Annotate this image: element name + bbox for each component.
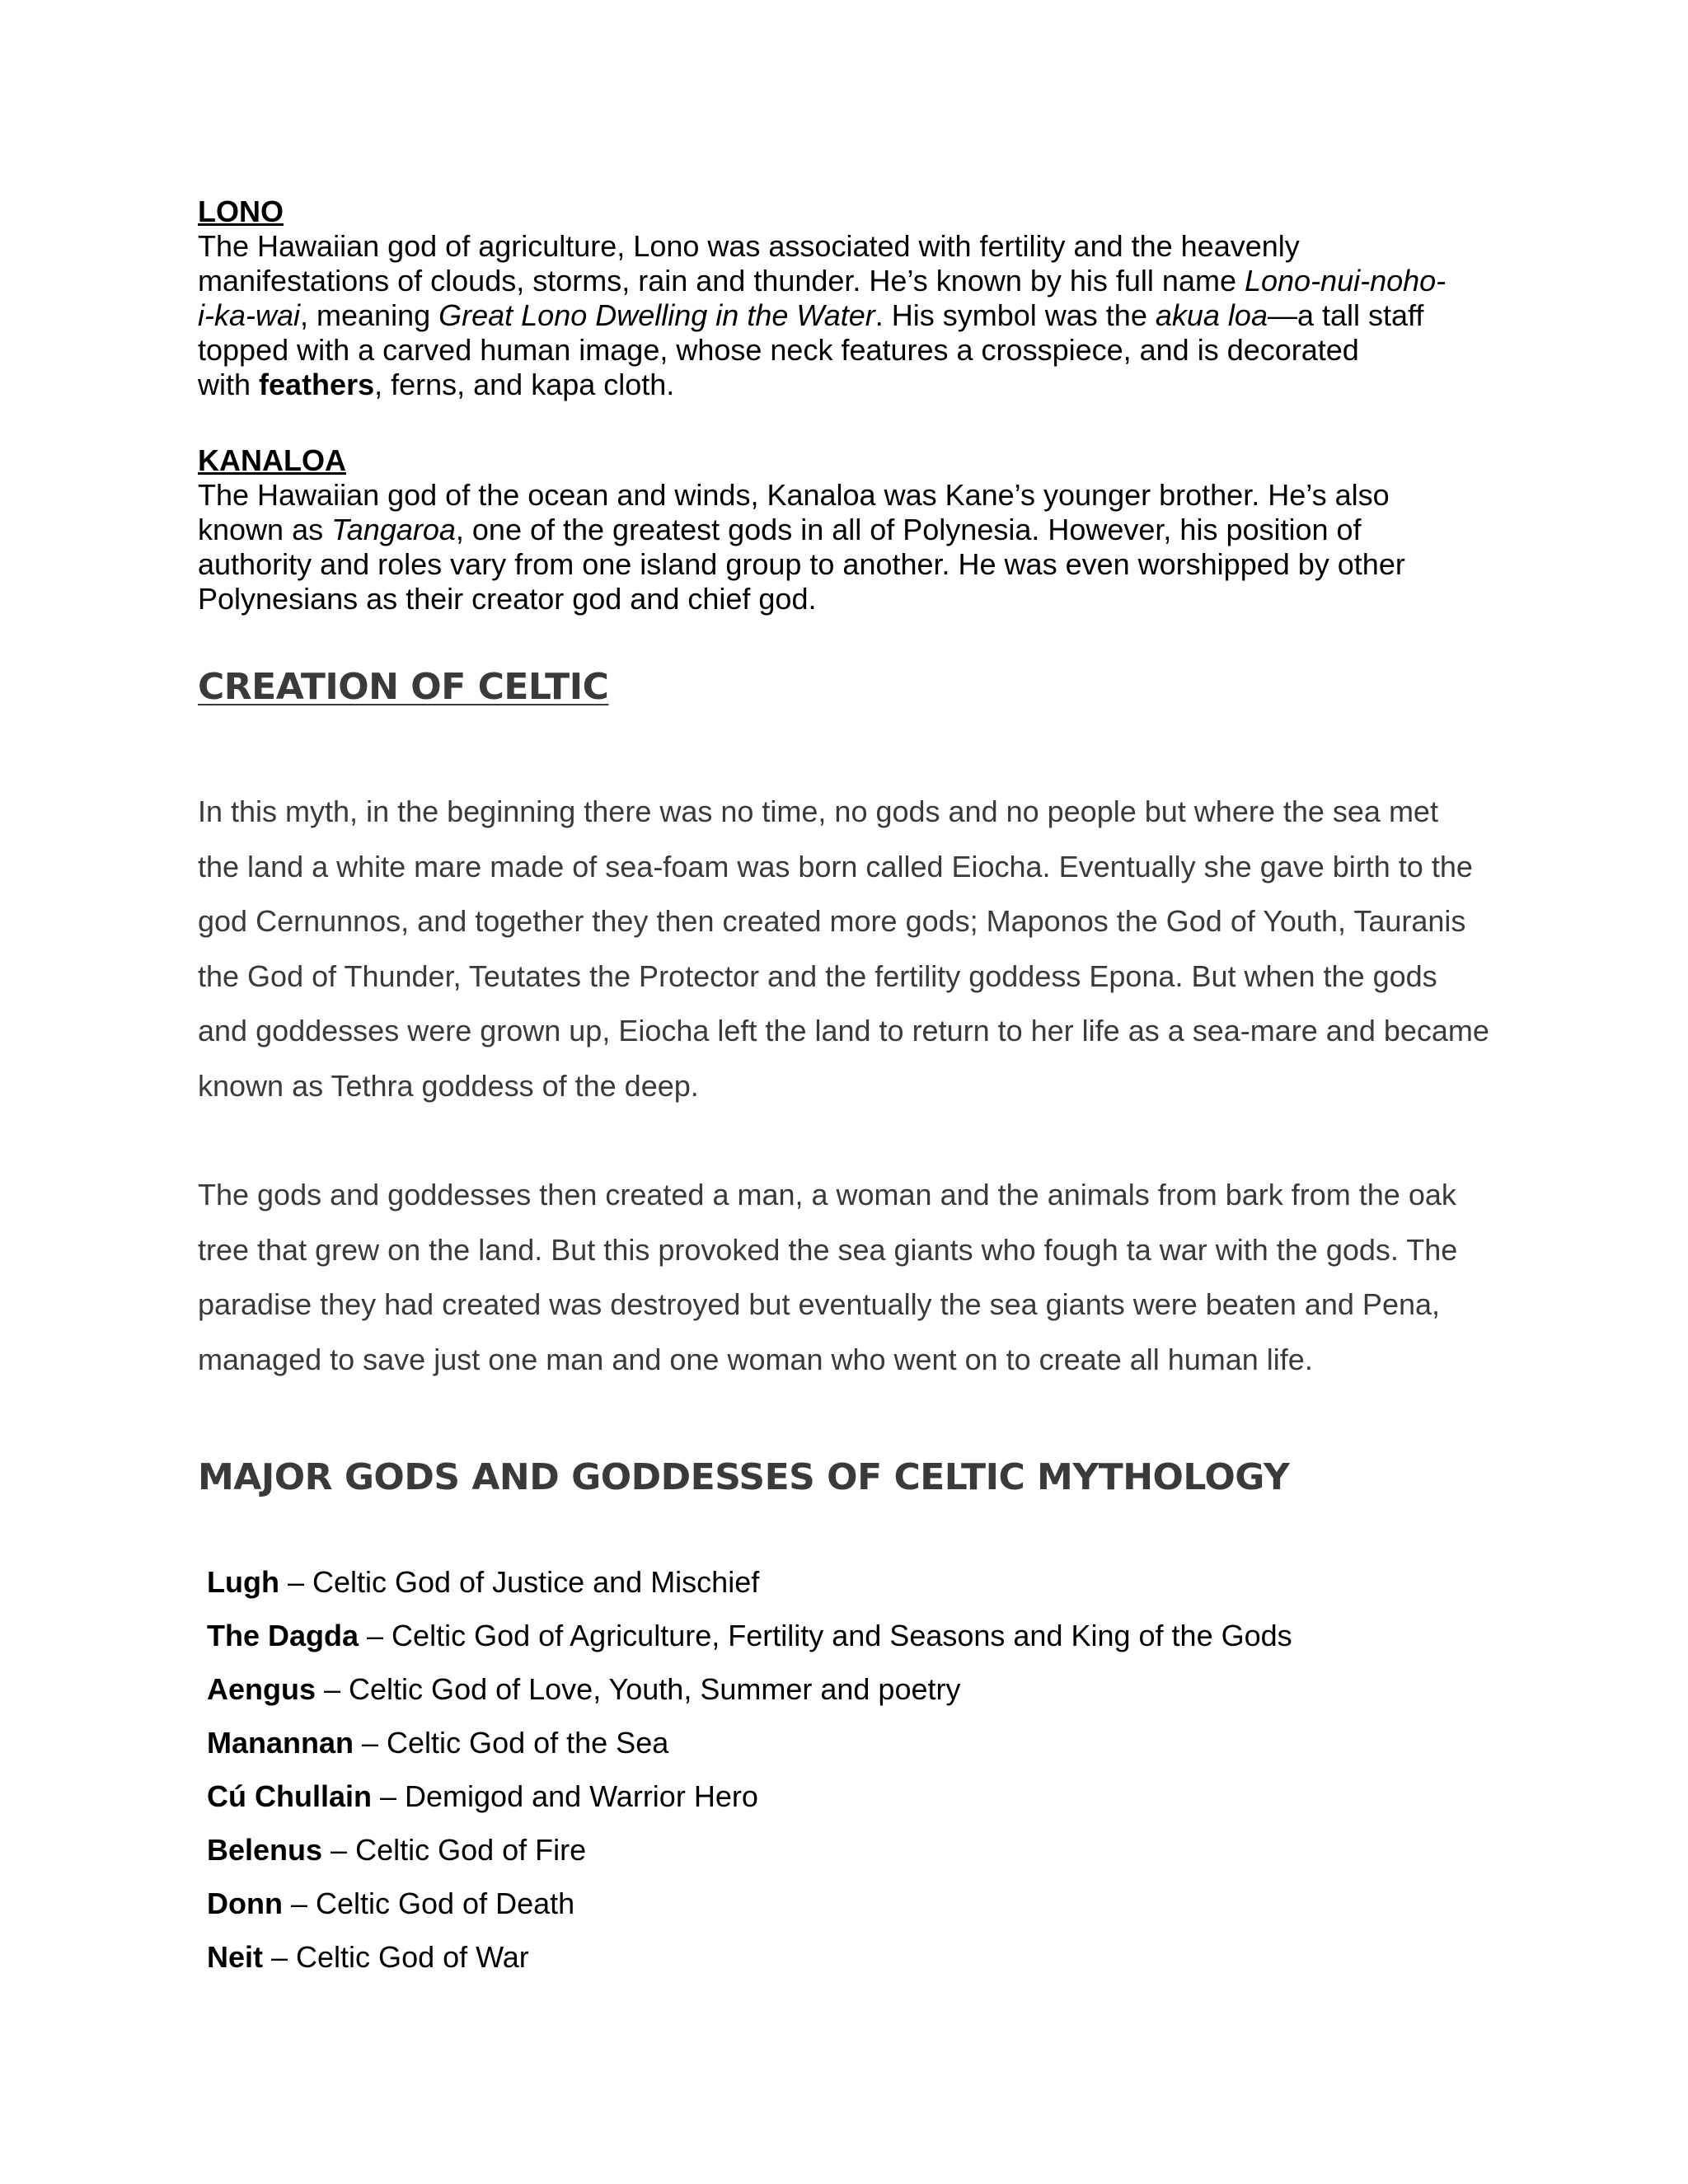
text-line: paradise they had created was destroyed but eventually the sea giants were beaten and Pena,: [198, 1287, 1441, 1321]
text-line: manifestations of clouds, storms, rain and thunder. He’s known by his full name Lono-nui-noho-: [198, 264, 1447, 298]
list-item: Lugh – Celtic God of Justice and Mischief: [207, 1565, 760, 1599]
text-line: Polynesians as their creator god and chief god.: [198, 582, 817, 616]
kanaloa-paragraph: [198, 478, 1500, 616]
text-line: with feathers, ferns, and kapa cloth.: [198, 368, 675, 401]
text-line: known as Tangaroa, one of the greatest gods in all of Polynesia. However, his position of: [198, 513, 1362, 546]
text-line: and goddesses were grown up, Eiocha left the land to return to her life as a sea-mare and became: [198, 1014, 1489, 1047]
text-line: The gods and goddesses then created a man, a woman and the animals from bark from the oak: [198, 1178, 1456, 1212]
text-line: i-ka-wai, meaning Great Lono Dwelling in the Water. His symbol was the akua loa—a tall staff: [198, 298, 1424, 332]
heading-creation-of-celtic: CREATION OF CELTIC: [198, 666, 609, 708]
page-content: [198, 194, 1500, 1984]
list-item: Donn – Celtic God of Death: [207, 1886, 575, 1920]
text-line: god Cernunnos, and together they then created more gods; Maponos the God of Youth, Tauranis: [198, 904, 1466, 938]
text-line: the God of Thunder, Teutates the Protector and the fertility goddess Epona. But when the gods: [198, 958, 1437, 993]
list-item: Belenus – Celtic God of Fire: [207, 1833, 587, 1867]
creation-paragraph-1: [198, 785, 1500, 1113]
text-line: tree that grew on the land. But this provoked the sea giants who fough ta war with the gods. The: [198, 1232, 1458, 1267]
section-title-lono: LONO: [198, 194, 284, 228]
text-line: known as Tethra goddess of the deep.: [198, 1068, 699, 1103]
text-line: topped with a carved human image, whose neck features a crosspiece, and is decorated: [198, 333, 1359, 367]
text-line: In this myth, in the beginning there was no time, no gods and no people but where the sea met: [198, 794, 1438, 828]
text-line: The Hawaiian god of agriculture, Lono was associated with fertility and the heavenly: [198, 229, 1300, 263]
list-item: Cú Chullain – Demigod and Warrior Hero: [207, 1779, 758, 1813]
list-item: Neit – Celtic God of War: [207, 1940, 529, 1974]
list-item: Manannan – Celtic God of the Sea: [207, 1726, 669, 1760]
list-item: Aengus – Celtic God of Love, Youth, Summer and poetry: [207, 1672, 961, 1706]
section-title-kanaloa: KANALOA: [198, 443, 346, 477]
gods-list: [198, 1555, 1500, 1984]
lono-paragraph: [198, 229, 1500, 402]
list-item: The Dagda – Celtic God of Agriculture, Fertility and Seasons and King of the Gods: [207, 1619, 1292, 1652]
text-line: managed to save just one man and one woman who went on to create all human life.: [198, 1342, 1313, 1376]
creation-paragraph-2: [198, 1168, 1500, 1387]
heading-major-gods: MAJOR GODS AND GODDESSES OF CELTIC MYTHOLOGY: [198, 1456, 1290, 1498]
text-line: authority and roles vary from one island group to another. He was even worshipped by other: [198, 547, 1405, 581]
text-line: The Hawaiian god of the ocean and winds, Kanaloa was Kane’s younger brother. He’s also: [198, 478, 1390, 512]
text-line: the land a white mare made of sea-foam was born called Eiocha. Eventually she gave birth to the: [198, 849, 1473, 883]
